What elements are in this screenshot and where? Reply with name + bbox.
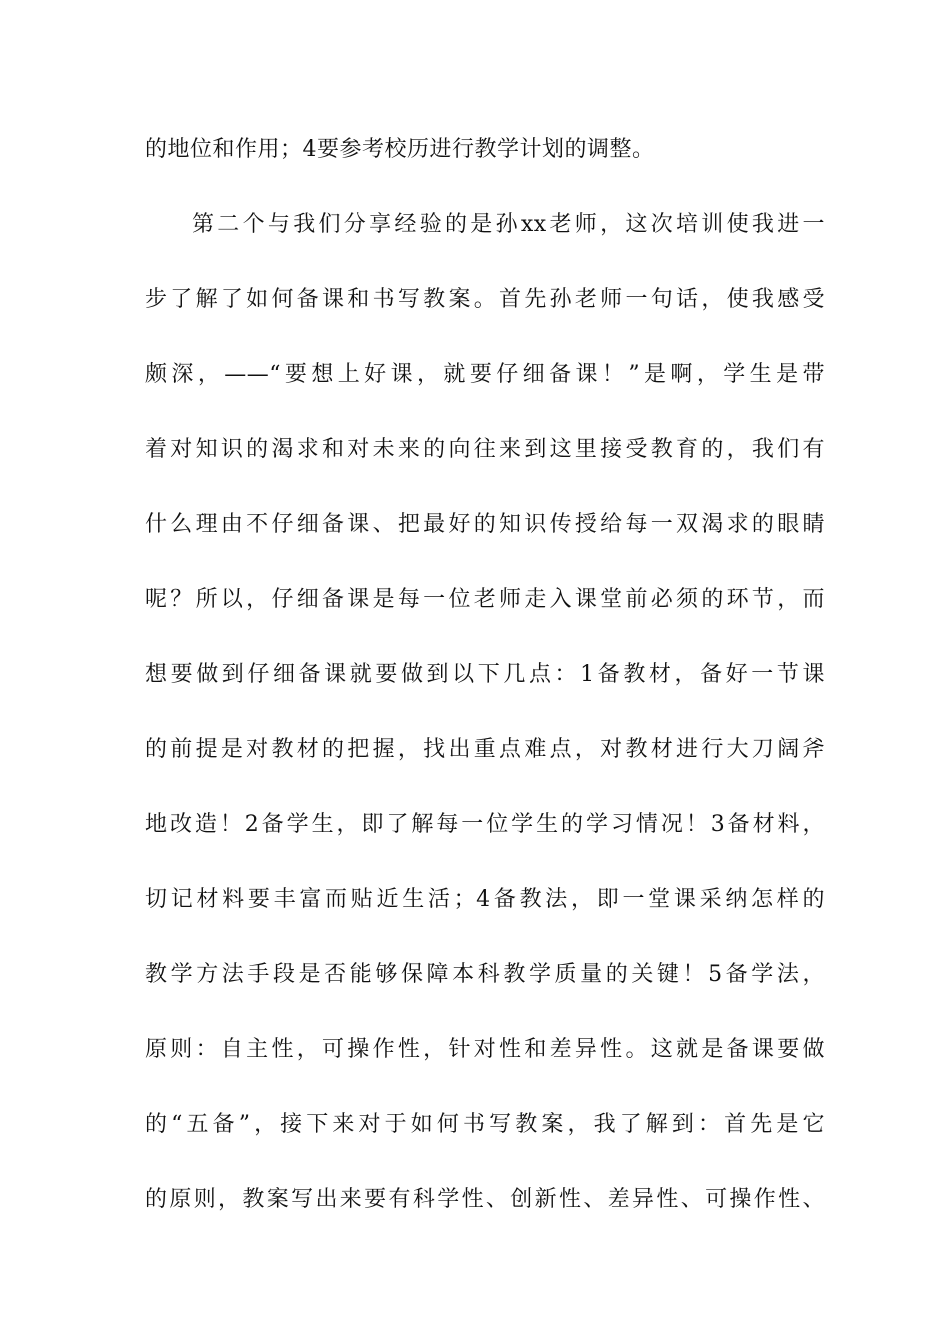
text-line-2: 第二个与我们分享经验的是孙xx老师，这次培训使我进一	[192, 212, 825, 237]
text-line-3: 步了解了如何备课和书写教案。首先孙老师一句话，使我感受	[145, 287, 825, 312]
text-line-1: 的地位和作用；4要参考校历进行教学计划的调整。	[145, 137, 655, 162]
text-line-5: 着对知识的渴求和对未来的向往来到这里接受教育的，我们有	[145, 437, 825, 462]
text-line-11: 切记材料要丰富而贴近生活；4备教法，即一堂课采纳怎样的	[145, 887, 825, 912]
text-line-6: 什么理由不仔细备课、把最好的知识传授给每一双渴求的眼睛	[145, 512, 825, 537]
text-line-14: 的“五备”，接下来对于如何书写教案，我了解到：首先是它	[145, 1112, 825, 1137]
text-line-15: 的原则，教案写出来要有科学性、创新性、差异性、可操作性、	[145, 1187, 825, 1212]
text-line-13: 原则：自主性，可操作性，针对性和差异性。这就是备课要做	[145, 1037, 825, 1062]
text-line-12: 教学方法手段是否能够保障本科教学质量的关键！5备学法，	[145, 962, 825, 987]
text-line-10: 地改造！2备学生，即了解每一位学生的学习情况！3备材料，	[145, 812, 825, 837]
text-line-4: 颇深，——“要想上好课，就要仔细备课！”是啊，学生是带	[145, 362, 825, 387]
text-line-9: 的前提是对教材的把握，找出重点难点，对教材进行大刀阔斧	[145, 737, 825, 762]
text-line-7: 呢？所以，仔细备课是每一位老师走入课堂前必须的环节，而	[145, 587, 825, 612]
text-line-8: 想要做到仔细备课就要做到以下几点：1备教材，备好一节课	[145, 662, 825, 687]
